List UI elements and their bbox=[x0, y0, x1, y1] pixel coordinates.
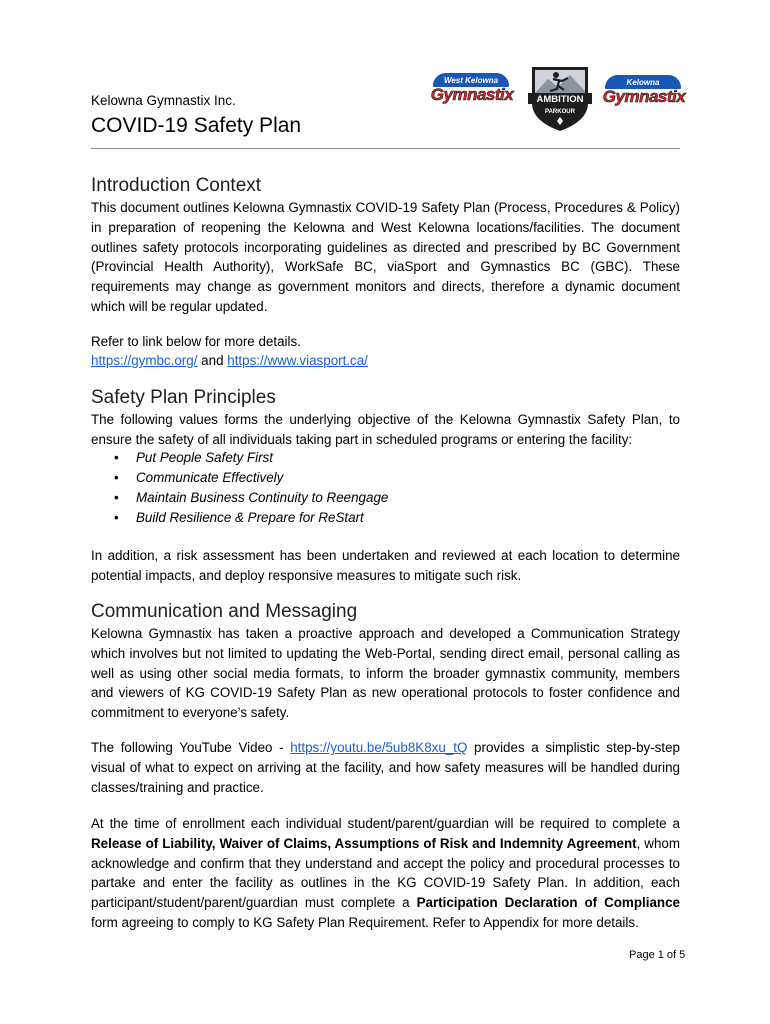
video-prefix: The following YouTube Video - bbox=[91, 740, 284, 755]
release-of-liability-text: Release of Liability, Waiver of Claims, Assumptions of Risk and Indemnity Agreement bbox=[91, 835, 637, 851]
kelowna-gymnastix-logo bbox=[599, 75, 689, 115]
enrollment-text-a: At the time of enrollment each individual student/parent/guardian will be required to complete a bbox=[91, 816, 680, 831]
principles-heading: Safety Plan Principles bbox=[91, 387, 276, 408]
gymbc-link[interactable]: https://gymbc.org/ bbox=[91, 353, 198, 368]
risk-assessment-paragraph: In addition, a risk assessment has been undertaken and reviewed at each location to determine potential impacts, and deploy responsive measures to mitigate such risk. bbox=[91, 548, 680, 583]
page-number: Page 1 of 5 bbox=[629, 949, 686, 961]
enrollment-paragraph bbox=[91, 814, 680, 933]
communication-heading: Communication and Messaging bbox=[91, 601, 358, 622]
viasport-link[interactable]: https://www.viasport.ca/ bbox=[227, 353, 368, 368]
badge-main-text: AMBITION bbox=[536, 94, 584, 105]
badge-sub-text: PARKOUR bbox=[545, 109, 575, 115]
bullet-text: Communicate Effectively bbox=[136, 470, 284, 485]
intro-heading: Introduction Context bbox=[91, 175, 262, 196]
communication-paragraph: Kelowna Gymnastix has taken a proactive approach and developed a Communication Strategy which involves but not limited to updating the Web-Portal, sending direct email, personal calling as well as using other social media formats, to inform the broader gymnastix community, members and viewers of KG COVID-19 Safety Plan as new operational protocols to foster confidence and commitment to everyone’s safety. bbox=[91, 626, 680, 721]
west-kelowna-gymnastix-logo bbox=[427, 73, 517, 113]
participation-declaration-text: Participation Declaration of Compliance bbox=[416, 895, 680, 911]
logo-top-text: West Kelowna bbox=[433, 73, 509, 87]
logo-top-text: Kelowna bbox=[605, 75, 681, 89]
principles-paragraph: The following values forms the underlying objective of the Kelowna Gymnastix Safety Plan, to ensure the safety of all individuals taking part in scheduled programs or entering the facility: bbox=[91, 412, 680, 447]
document-title: COVID-19 Safety Plan bbox=[91, 114, 302, 137]
list-item: • Communicate Effectively bbox=[114, 470, 284, 485]
enrollment-text-b: , whom acknowledge and confirm that they understand and accept the policy and procedural processes to partake and enter the facility as outlines in the KG COVID-19 Safety Plan. In addition, each participant/student/parent/guardian must complete a bbox=[91, 835, 680, 911]
principles-list bbox=[91, 448, 680, 528]
video-suffix: provides a simplistic step-by-step visual of what to expect on arriving at the facility, and how safety measures will be handled during classes/training and practice. bbox=[91, 740, 680, 795]
logo-main-text: Gymnastix bbox=[430, 85, 514, 104]
organization-name: Kelowna Gymnastix Inc. bbox=[91, 93, 236, 108]
reference-links bbox=[91, 351, 680, 371]
bullet-text: Maintain Business Continuity to Reengage bbox=[136, 490, 389, 505]
list-item: • Put People Safety First bbox=[114, 450, 273, 465]
ambition-parkour-logo bbox=[526, 63, 594, 133]
parkour-badge-icon bbox=[526, 63, 594, 133]
list-item: • Build Resilience & Prepare for ReStart bbox=[114, 510, 364, 525]
refer-text: Refer to link below for more details. bbox=[91, 334, 301, 349]
video-paragraph bbox=[91, 738, 680, 797]
youtube-link[interactable]: https://youtu.be/5ub8K8xu_tQ bbox=[290, 740, 468, 755]
and-text: and bbox=[201, 353, 224, 368]
intro-paragraph: This document outlines Kelowna Gymnastix COVID-19 Safety Plan (Process, Procedures & Policy) in preparation of reopening the Kelowna and West Kelowna locations/facilities. The document outlines safety protocols incorporating guidelines as directed and prescribed by BC Government (Provincial Health Authority), WorkSafe BC, viaSport and Gymnastics BC (GBC). These requirements may change as government monitors and directs, therefore a dynamic document which will be regular updated. bbox=[91, 200, 680, 314]
header-divider bbox=[91, 148, 680, 149]
logo-main-text: Gymnastix bbox=[602, 87, 686, 106]
list-item: • Maintain Business Continuity to Reengage bbox=[114, 490, 389, 505]
enrollment-text-c: form agreeing to comply to KG Safety Plan Requirement. Refer to Appendix for more details. bbox=[91, 914, 639, 930]
bullet-text: Build Resilience & Prepare for ReStart bbox=[136, 510, 364, 525]
bullet-text: Put People Safety First bbox=[136, 450, 273, 465]
